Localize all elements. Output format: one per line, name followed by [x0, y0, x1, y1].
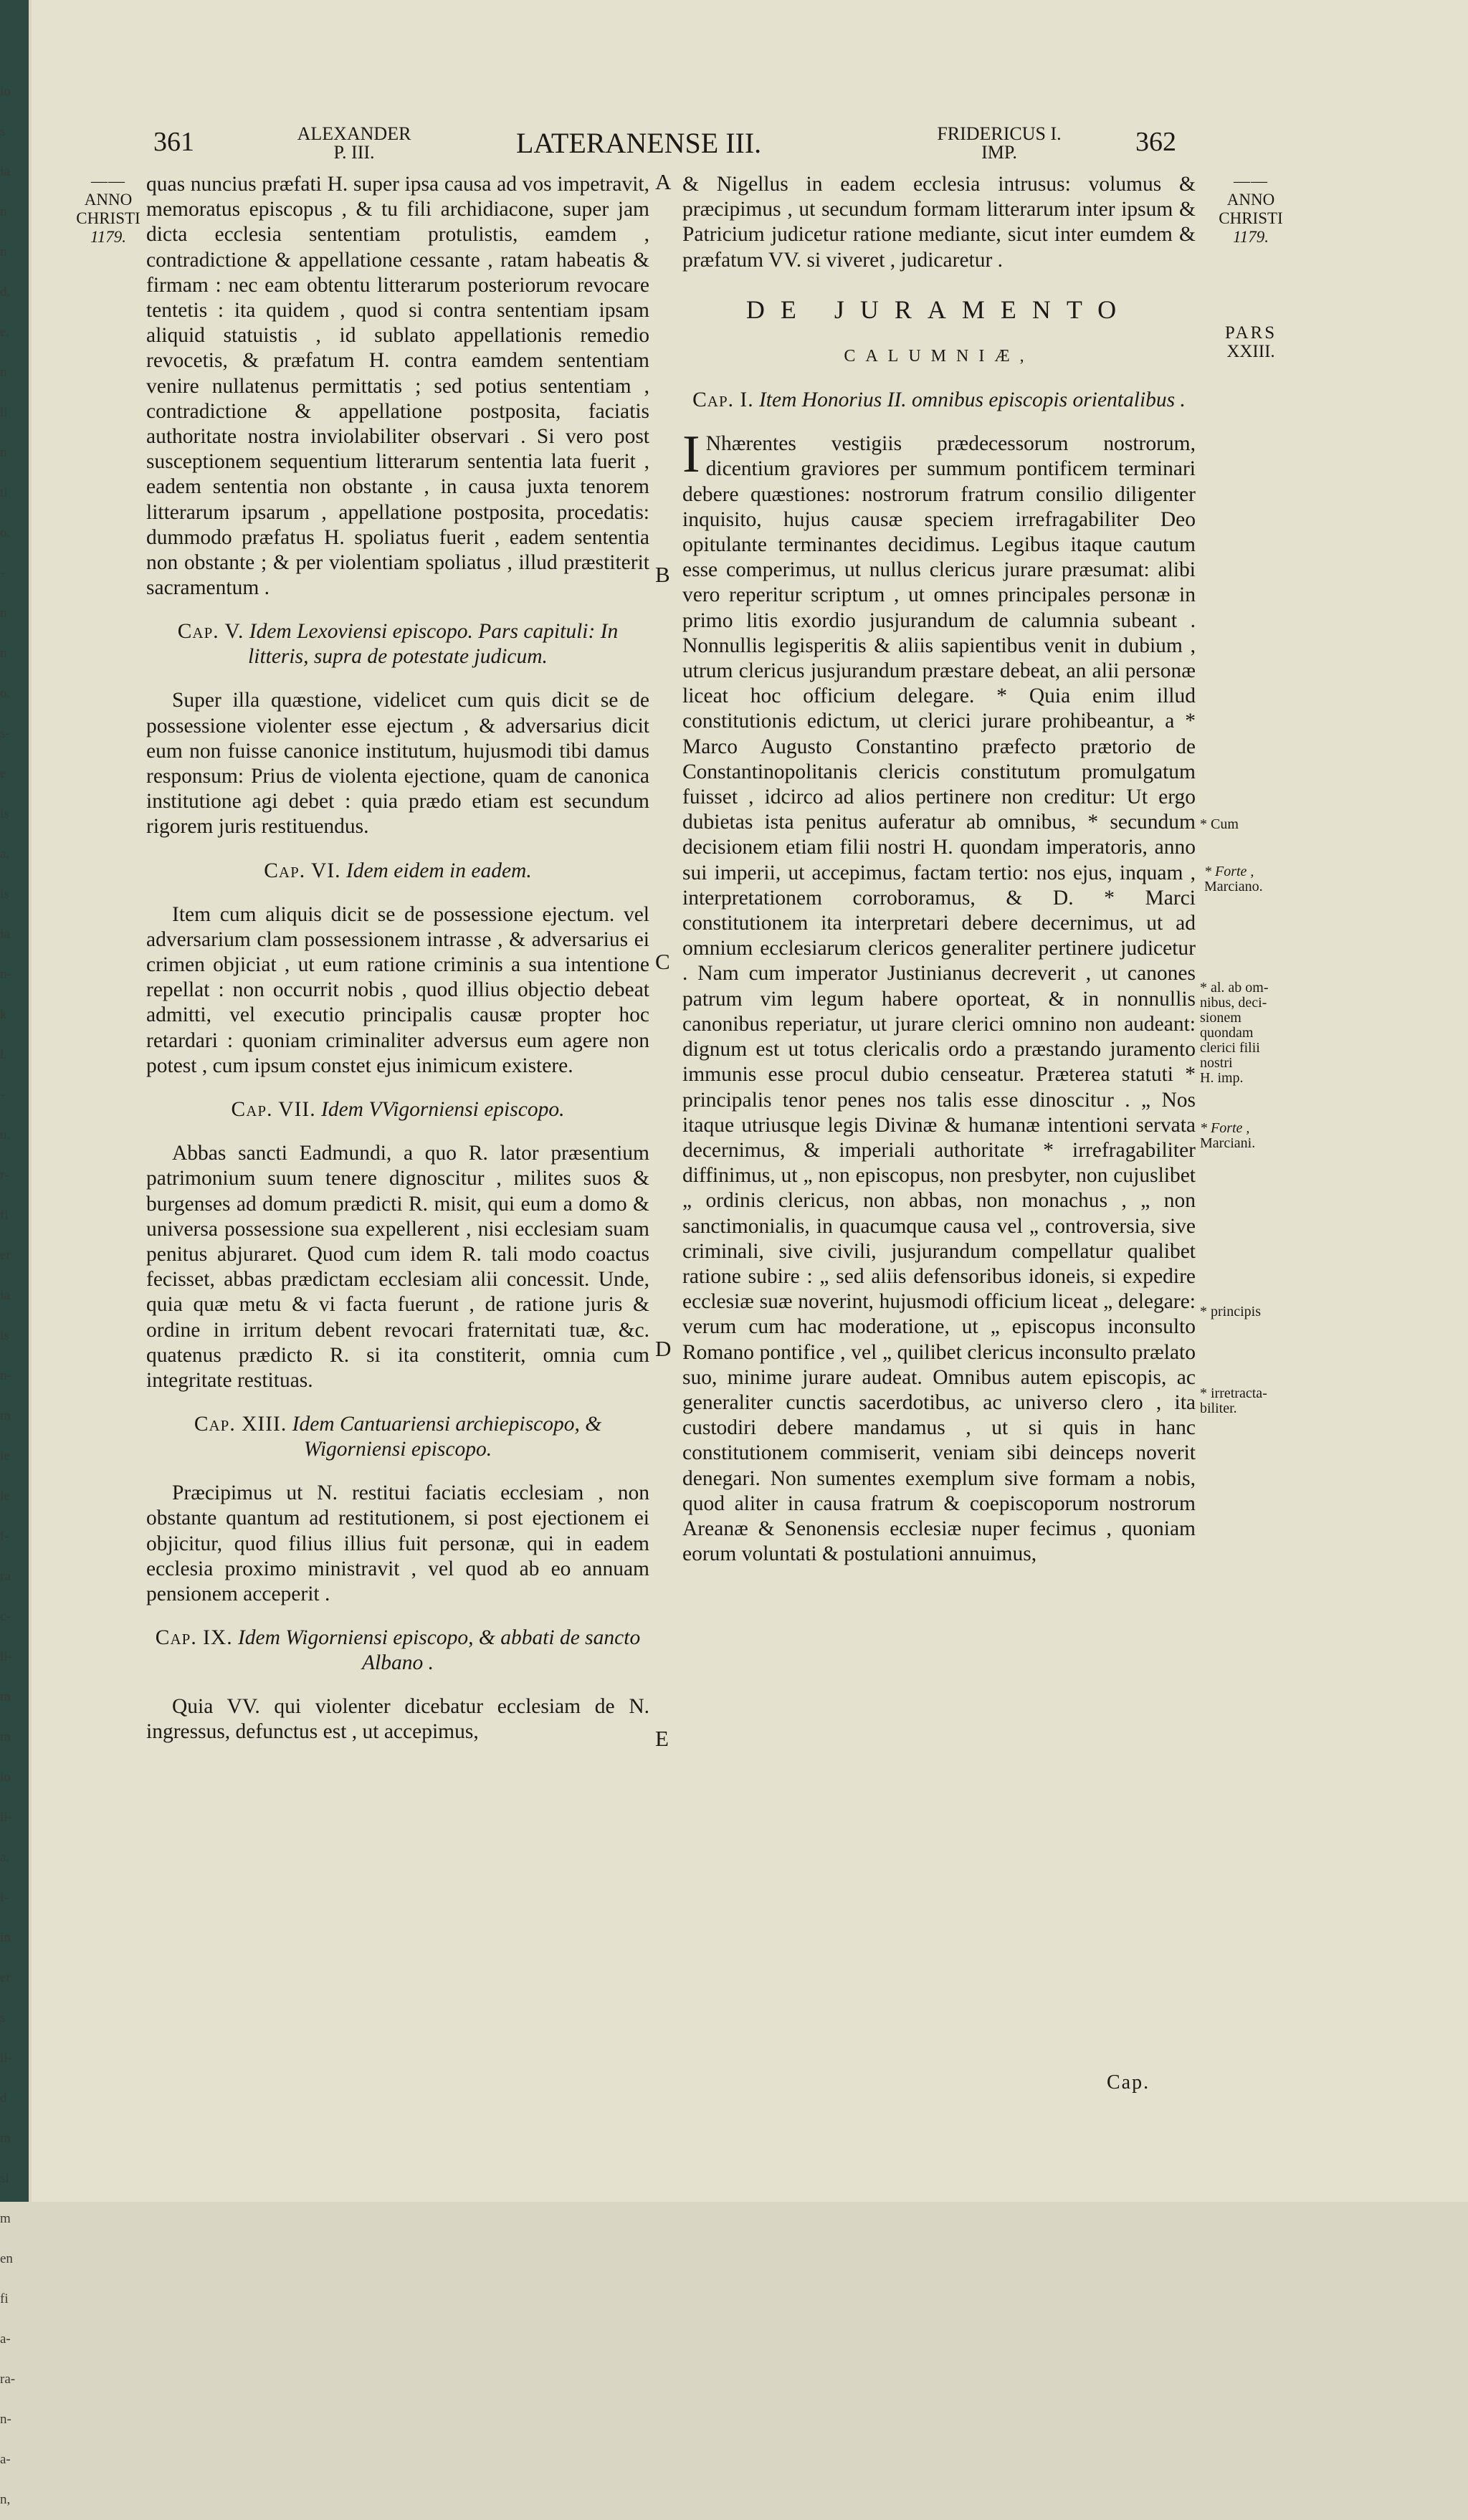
- verso-fragment: a.: [0, 1850, 10, 1865]
- cap-13-label: Cap. XIII.: [194, 1413, 287, 1436]
- catchword: Cap.: [1107, 2071, 1150, 2094]
- left-margin-year-number: 1179.: [90, 228, 127, 246]
- drop-cap: I: [682, 425, 700, 485]
- verso-fragment: er: [0, 1970, 11, 1985]
- verso-fragment: m: [0, 2131, 11, 2146]
- side-note-3e: clerici filii: [1200, 1040, 1260, 1056]
- right-margin-dash: ——: [1234, 172, 1268, 190]
- verso-fragment: is: [0, 1328, 9, 1343]
- left-margin-christi: CHRISTI: [76, 209, 140, 227]
- pars-number: XXIII.: [1226, 342, 1275, 361]
- left-page-number: 361: [153, 127, 194, 157]
- left-margin-anno: ANNO: [84, 191, 133, 209]
- verso-fragment: ia: [0, 927, 10, 942]
- verso-fragment: -: [0, 1087, 5, 1102]
- right-paragraph-2-text: Nhærentes vestigiis prædecessorum nostrorum, dicentium graviores per summum pontificem terminari debere quæstiones: nostrorum fratrum consilio diligenter inquisito, hujus causæ speciem irrefragabiliter Deo opitulante terminantes decidimus. Legibus itaque cautum esse comperimus, ut nullus clericus jurare præsumat: alibi vero reperitur scriptum , ut omnes principales personæ in primo litis exordio jusjurandum de calumnia subeant . Nonnullis legisperitis & aliis sapientibus venit in dubium , utrum clericus jusjurandum præstare debeat, an alii personæ liceat hoc officium delegare. * Quia enim illud constitutionis edictum, ut clerici jurare prohibeantur, a * Marco Augusto Constantino præfecto prætorio de Constantinopolitanis clericis constitutum promulgatum fuisset , idcirco ad alios pertinere non creditur: Ut ergo dubietas ista penitus auferatur ab omnibus, * secundum decisionem etiam filii nostri H. quondam imperatoris, anno sui imperii, ut accepimus, factam tertio: nos ejus, inquam , interpretationem corroboramus, & D. * Marci constitutionem ita interpretari debere decernimus, ut ad omnium ecclesiarum clericos generaliter pertinere judicetur . Nam cum imperator Justinianus decreverit , ut canones patrum vim legum habere oporteat, & in nonnullis canonibus reperiatur, ut jurare clerici omnino non audeant: dignum est ut totus clericalis ordo a præstando juramento immunis esse procul dubio censeatur. Præterea statuti * principalis tenor penes nos talis esse dinoscitur . „ Nos itaque utriusque legis Divinæ & humanæ intentioni servata decernimus, & imperiali authoritate * irrefragabiliter diffinimus, ut „ non episcopus, non presbyter, non cujuslibet „ ordinis clericus, non abbas, non monachus , „ non sanctimonialis, in quacumque causa vel „ controversia, sive criminali, sive civili, jusjurandum compellatur qualibet ratione subire : „ sed aliis defensoribus idoneis, si expedire ecclesiæ suæ noverint, hujusmodi officium liceat „ delegare: verum cum hac moderatione, ut „ episcopus inconsulto Romano pontifice , vel „ quilibet clericus inconsulto prælato suo, minime jurare audeat. Omnibus autem episcopis, ac generaliter cunctis sacerdotibus, ac universo clero , ita custodiri debere mandamus , ut si quis in hanc constitutionem commiserit, veniam sibi deinceps noverit denegari. Non sumentes exemplum sive formam a nobis, quod aliter in causa fratrum & coepiscoporum nostrorum Areanæ & Senonensis ecclesiæ nuper fecimus , quoniam eorum voluntati & postulationi annuimus,: [682, 432, 1196, 1566]
- verso-fragment: li-: [0, 1649, 12, 1664]
- side-note-3g: H. imp.: [1200, 1070, 1244, 1086]
- verso-fragment: e: [0, 766, 6, 781]
- verso-fragment: n: [0, 445, 7, 460]
- verso-fragment: r-: [0, 1168, 9, 1183]
- running-title: LATERANENSE III.: [516, 127, 762, 159]
- left-margin-dash: ——: [91, 172, 125, 190]
- section-title-calumniae: CALUMNIÆ,: [844, 347, 1034, 366]
- section-letter-d: D: [655, 1336, 672, 1361]
- verso-fragment: o.: [0, 525, 11, 540]
- verso-fragment: il-: [0, 2051, 12, 2066]
- cap-13-title: Idem Cantuariensi archiepiscopo, & Wigorniensi episcopo.: [292, 1413, 602, 1461]
- side-note-4b: Marciani.: [1200, 1135, 1256, 1151]
- cap-5-label: Cap. V.: [177, 620, 244, 644]
- verso-fragment: s: [0, 2010, 6, 2025]
- verso-fragment: si: [0, 2171, 9, 2186]
- verso-fragment: l.: [0, 1047, 8, 1062]
- verso-fragment: ie: [0, 1448, 10, 1464]
- facing-page-edge: [0, 72, 24, 2520]
- cap-9-label: Cap. IX.: [155, 1626, 233, 1650]
- right-paragraph-1: & Nigellus in eadem ecclesia intrusus: volumus & præcipimus , ut secundum formam litterarum inter ipsum & Patricium judicetur ratione mediante, sicut inter eumdem & præfatum VV. si viveret , judicaretur .: [682, 173, 1196, 272]
- left-header-name: [282, 125, 426, 162]
- cap-13-heading: [146, 1412, 649, 1462]
- left-column: [146, 172, 649, 1745]
- cap-6-label: Cap. VI.: [264, 859, 341, 882]
- verso-fragment: n: [0, 606, 7, 621]
- left-paragraph-4: Abbas sancti Eadmundi, a quo R. lator præsentium patrimonium suum tenere dignoscitur , milites suos & burgenses ad domum prædicti R. misit, qui eum a domo & universa possessione sua expellerent , nisi ecclesiam suam penitus abjuraret. Quod cum idem R. tali modo coactus fecisset, abbas prædictam ecclesiam alii concessit. Unde, quia quæ metu & vi facta fuerunt , de ratione juris & ordine in irritum debent revocari fraternitati tuæ, &c. quatenus prædicto R. si ita constiterit, omnia cum integritate restituas.: [146, 1142, 649, 1392]
- right-page-number: 362: [1135, 127, 1176, 157]
- verso-fragment: is: [0, 806, 9, 821]
- right-margin-anno: ANNO: [1226, 191, 1275, 209]
- verso-fragment: m: [0, 1729, 11, 1745]
- verso-fragment: a.: [0, 846, 10, 862]
- verso-fragment: s: [0, 124, 6, 139]
- left-margin-year: [69, 172, 148, 247]
- cap-5-heading: [146, 619, 649, 669]
- side-note-1: * Cum: [1200, 816, 1239, 832]
- cap-9-title: Idem Wigorniensi episcopo, & abbati de sancto Albano .: [237, 1626, 641, 1675]
- verso-fragment: ti: [0, 485, 8, 500]
- cap-6-title: Idem eidem in eadem.: [345, 859, 532, 882]
- pars-word: PARS: [1224, 323, 1277, 343]
- side-note-4a: * Forte ,: [1200, 1120, 1250, 1136]
- verso-fragment: n: [0, 244, 7, 259]
- verso-fragment: n,: [0, 2492, 11, 2507]
- verso-fragment: m: [0, 1689, 11, 1704]
- verso-fragment: ra: [0, 1569, 11, 1584]
- verso-fragment: io: [0, 1770, 11, 1785]
- verso-fragment: d: [0, 2091, 7, 2106]
- side-note-2b: Marciano.: [1204, 879, 1263, 894]
- verso-fragment: n: [0, 365, 7, 380]
- verso-fragment: m: [0, 2211, 11, 2226]
- side-note-4: [1200, 1121, 1255, 1151]
- cap-9-heading: [146, 1626, 649, 1676]
- section-letter-b: B: [655, 562, 670, 587]
- verso-fragment: f-: [0, 1529, 9, 1544]
- section-title-de-juramento: DE JURAMENTO: [745, 295, 1133, 324]
- verso-fragment: d.: [0, 285, 11, 300]
- left-paragraph-3: Item cum aliquis dicit se de possessione ejectum. vel adversarium clam possessionem intrasse , & adversarius ei crimen objiciat , ut eum ratione criminis a sua intentione repellat : non occurrit nobis , quod illius objectio debeat admitti, vel executio principalis causæ propter hoc retardari : quoniam criminaliter adversus eum agere non potest , cum ipsum constet ejus inimicum existere.: [146, 902, 649, 1077]
- right-paragraph-2: [682, 425, 1196, 1567]
- side-note-2: [1204, 864, 1263, 894]
- right-column: [682, 172, 1196, 1567]
- left-header-pope-sub: P. III.: [333, 142, 375, 163]
- cap-1-heading: [682, 388, 1196, 413]
- verso-fragment: a-: [0, 2332, 11, 2347]
- verso-fragment: -: [0, 565, 5, 581]
- cap-7-heading: [146, 1097, 649, 1122]
- right-header-emperor: FRIDERICUS I.: [937, 123, 1062, 144]
- right-header-name: [913, 125, 1085, 162]
- section-letter-c: C: [655, 949, 670, 974]
- right-header-emperor-sub: IMP.: [981, 142, 1017, 163]
- side-note-3b: nibus, deci-: [1200, 995, 1267, 1011]
- verso-fragment: fi: [0, 2291, 9, 2306]
- left-paragraph-1: quas nuncius præfati H. super ipsa causa ad vos impetravit, memoratus episcopus , & tu fili archidiacone, super jam dicta ecclesia sententiam protulistis, eamdem , contradictione & appellatione cessante , ratam habeatis & firmam : nec eam obtentu litterarum posteriorum revocare tentetis : ita quidem , quod si contra sententiam ipsam aliquid statuistis , id sublato appellationis remedio revocetis, & præfatum H. contra eamdem sententiam venire nullatenus permittatis ; sed potius sententiam , contradictione & appellatione postposita, faciatis authoritate nostra inviolabiliter observari . Si vero post susceptionem sequentium litterarum sententia lata fuerit , eadem sententia non obstante , in causa juxta tenorem litterarum ipsarum , appellatione postposita, procedatis: dummodo præfatus H. spoliatus fuerit , eadem sententia non obstante ; & per violentiam spoliatus , illud præstiterit sacramentum .: [146, 173, 649, 600]
- side-note-2a: * Forte ,: [1204, 864, 1254, 879]
- side-note-3d: quondam: [1200, 1025, 1254, 1041]
- verso-fragment: er: [0, 1248, 11, 1263]
- side-note-6: [1200, 1386, 1267, 1416]
- verso-fragment: n-: [0, 1368, 11, 1383]
- verso-fragment: n-: [0, 2412, 11, 2427]
- verso-fragment: o.: [0, 686, 11, 701]
- verso-fragment: ii-: [0, 1810, 12, 1825]
- verso-fragment: i-: [0, 1890, 9, 1905]
- verso-fragment: a-: [0, 2452, 11, 2467]
- cap-5-title: Idem Lexoviensi episcopo. Pars capituli: In litteris, supra de potestate judicum.: [248, 620, 619, 669]
- cap-1-title: Item Honorius II. omnibus episcopis orientalibus .: [758, 388, 1186, 412]
- verso-fragment: s-: [0, 726, 10, 741]
- verso-fragment: li: [0, 405, 8, 420]
- section-letter-e: E: [655, 1726, 669, 1751]
- verso-fragment: fi: [0, 1208, 9, 1223]
- side-note-3: [1200, 980, 1269, 1086]
- side-note-3c: sionem: [1200, 1010, 1241, 1026]
- right-margin-christi: CHRISTI: [1219, 209, 1283, 227]
- cap-6-heading: [146, 859, 649, 884]
- right-margin-year: [1204, 172, 1297, 247]
- left-paragraph-2: Super illa quæstione, videlicet cum quis dicit se de possessione violenter esse ejectum , & adversarius dicit eum non fuisse canonice institutum, hujusmodi tibi damus responsum: Prius de violenta ejectione, quam de canonica institutione agi debet : quia prædo etiam est secundum rigorem juris restituendus.: [146, 689, 649, 839]
- verso-fragment: ia: [0, 1288, 10, 1303]
- verso-fragment: n-: [0, 967, 11, 982]
- left-header-pope: ALEXANDER: [297, 123, 411, 144]
- side-note-6b: biliter.: [1200, 1400, 1237, 1416]
- verso-fragment: en: [0, 2251, 13, 2266]
- verso-fragment: io: [0, 84, 11, 99]
- left-paragraph-6: Quia VV. qui violenter dicebatur ecclesiam de N. ingressus, defunctus est , ut accepimus,: [146, 1695, 649, 1744]
- verso-fragment: e.: [0, 325, 10, 340]
- cap-7-title: Idem VVigorniensi episcopo.: [321, 1098, 565, 1122]
- side-note-5: * principis: [1200, 1304, 1261, 1319]
- side-note-3f: nostri: [1200, 1055, 1233, 1071]
- verso-fragment: ra-: [0, 2372, 16, 2387]
- verso-fragment: k: [0, 1007, 7, 1022]
- side-note-3a: * al. ab om-: [1200, 980, 1269, 996]
- verso-fragment: c-: [0, 1609, 11, 1624]
- cap-7-label: Cap. VII.: [231, 1098, 316, 1122]
- right-margin-year-number: 1179.: [1232, 228, 1269, 246]
- cap-1-label: Cap. I.: [692, 388, 754, 412]
- section-letter-a: A: [655, 169, 672, 194]
- pars-label: [1204, 324, 1297, 361]
- verso-fragment: n: [0, 646, 7, 661]
- verso-fragment: is: [0, 887, 9, 902]
- verso-fragment: ia: [0, 164, 10, 179]
- book-page: [32, 0, 1468, 2202]
- verso-fragment: le: [0, 1489, 10, 1504]
- verso-fragment: n: [0, 204, 7, 219]
- side-note-6a: * irretracta-: [1200, 1385, 1267, 1401]
- left-paragraph-5: Præcipimus ut N. restitui faciatis ecclesiam , non obstante quantum ad restitutionem, si post ejectionem ei objicitur, quod filius illius fuit personæ, qui in eadem ecclesia proximo ministravit , vel quod ab eo annuam pensionem acceperit .: [146, 1481, 649, 1605]
- verso-fragment: m: [0, 1408, 11, 1423]
- verso-fragment: u.: [0, 1127, 11, 1142]
- verso-fragment: in: [0, 1930, 11, 1945]
